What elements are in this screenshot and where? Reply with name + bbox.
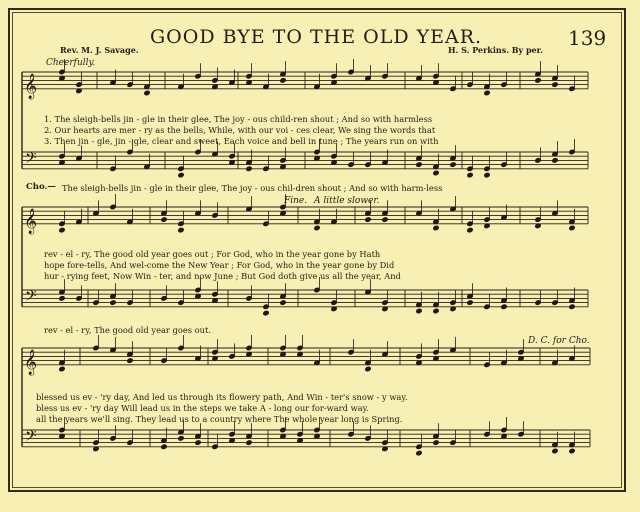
system1-verse2: 2. Our hearts are mer - ry as the bells, While, with our voi - ces clear, We sing the words that bbox=[44, 125, 436, 135]
dc-marking: D. C. for Cho. bbox=[528, 336, 590, 346]
system1-verse3: 3. Then jin - gle, jin - gle, clear and sweet, Each voice and bell in tune ; The years run on with bbox=[44, 136, 439, 146]
system3-verse2: bless us ev - 'ry day Will lead us in the steps we take A - long our for-ward way. bbox=[36, 403, 369, 413]
system1-chorus: The sleigh-bells jin - gle in their glee, The joy - ous chil-dren shout ; And so with harm-less bbox=[62, 183, 443, 193]
system2-chorus: rev - el - ry, The good old year goes out. bbox=[44, 325, 211, 335]
svg-text:𝄞: 𝄞 bbox=[24, 208, 38, 234]
svg-text:𝄢: 𝄢 bbox=[25, 287, 37, 309]
system2-verse3: hur - rying feet, Now Win - ter, and now June ; But God doth give us all the year, And bbox=[44, 271, 401, 281]
svg-text:𝄢: 𝄢 bbox=[25, 149, 37, 171]
system2-verse2: hope fore-tells, And wel-come the New Year ; For God, who in the year gone by Did bbox=[44, 260, 395, 270]
system3-verse3: all the years we'll sing. They lead us to a country where The whole year long is Spring. bbox=[36, 414, 403, 424]
hymn-title: GOOD BYE TO THE OLD YEAR. bbox=[150, 26, 483, 48]
page-number: 139 bbox=[568, 26, 607, 50]
svg-text:𝄞: 𝄞 bbox=[24, 349, 38, 375]
slower-marking: A little slower. bbox=[314, 196, 380, 206]
lyricist-credit: Rev. M. J. Savage. bbox=[60, 45, 139, 55]
chorus-label: Cho.— bbox=[26, 182, 56, 192]
system3-verse1: blessed us ev - 'ry day, And led us through its flowery path, And Win - ter's snow - y way. bbox=[36, 392, 408, 402]
system1-verse1: 1. The sleigh-bells jin - gle in their glee, The joy - ous child-ren shout ; And so with harmless bbox=[44, 114, 433, 124]
composer-credit: H. S. Perkins. By per. bbox=[448, 45, 543, 55]
tempo-marking: Cheerfully. bbox=[46, 58, 96, 68]
svg-text:𝄞: 𝄞 bbox=[24, 73, 38, 99]
svg-text:𝄢: 𝄢 bbox=[25, 427, 37, 449]
fine-marking: Fine. bbox=[284, 196, 308, 206]
system2-verse1: rev - el - ry, The good old year goes out ; For God, who in the year gone by Hath bbox=[44, 249, 381, 259]
